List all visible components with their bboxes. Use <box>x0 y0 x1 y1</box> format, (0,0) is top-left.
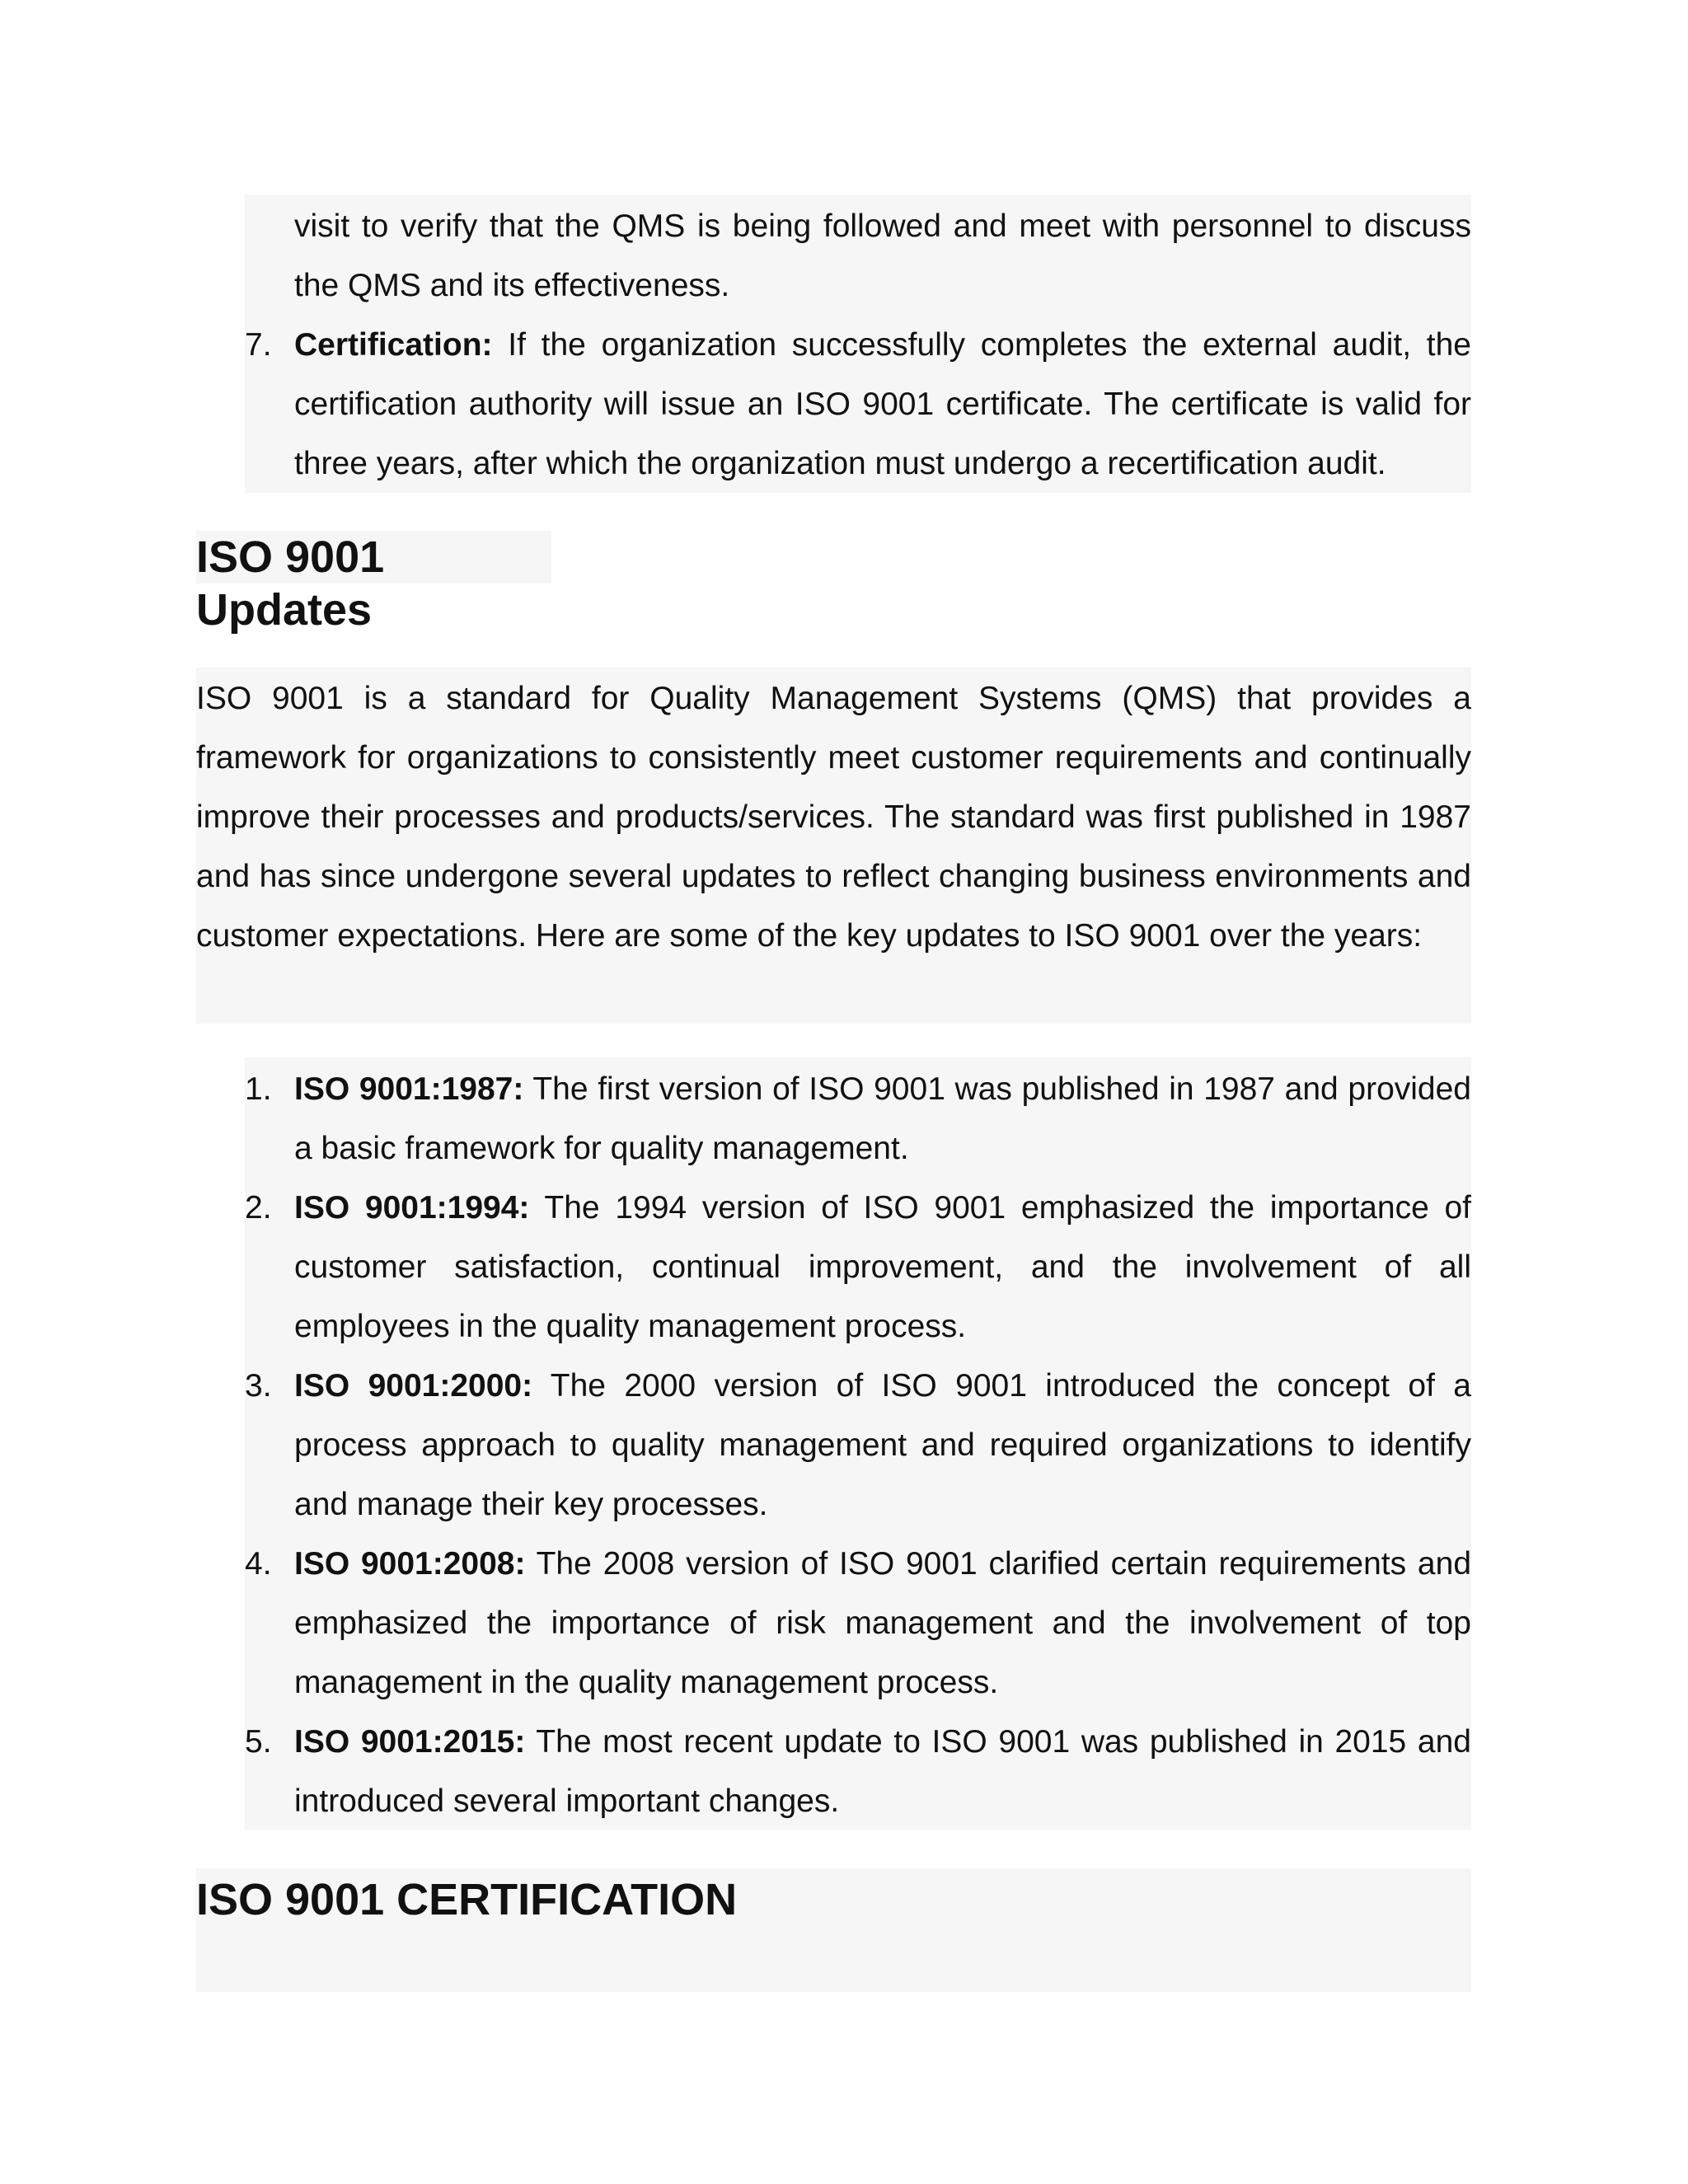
list-text: The most recent update to ISO 9001 was published in 2015 and introduced several important changes. <box>294 1724 1471 1819</box>
list-text: The first version of ISO 9001 was published in 1987 and provided a basic framework for quality management. <box>294 1071 1472 1166</box>
list-term: ISO 9001:1987: <box>294 1071 524 1107</box>
list-item <box>245 1357 1471 1535</box>
list-item <box>245 316 1471 494</box>
updates-list-block <box>245 1057 1471 1830</box>
list-term: ISO 9001:2015: <box>294 1724 526 1760</box>
list-term: Certification: <box>294 327 493 363</box>
list-item <box>245 1060 1471 1179</box>
updates-intro-block <box>196 668 1471 1024</box>
top-list-block <box>245 194 1471 493</box>
updates-intro-paragraph: ISO 9001 is a standard for Quality Management Systems (QMS) that provides a framework for organizations to consistently meet customer requirements and continually improve their processes and products/services. The standard was first published in 1987 and has since undergone several updates to reflect changing business environments and customer expectations. Here are some of the key updates to ISO 9001 over the years: <box>196 681 1471 954</box>
updates-heading-block <box>196 531 551 635</box>
list-text: The 2000 version of ISO 9001 introduced the concept of a process approach to quality management and required organizations to identify and manage their key processes. <box>294 1368 1471 1522</box>
list-term: ISO 9001:2008: <box>294 1546 526 1582</box>
certification-heading-block <box>196 1868 1471 1992</box>
updates-list <box>245 1060 1471 1831</box>
list-item-continuation: visit to verify that the QMS is being followed and meet with personnel to discuss the QMS and its effectiveness. <box>294 209 1471 303</box>
list-text: If the organization successfully completes the external audit, the certification authority will issue an ISO 9001 certificate. The certificate is valid for three years, after which the organization must undergo a recertification audit. <box>294 327 1471 481</box>
list-number: 5. <box>245 1724 272 1760</box>
list-number: 2. <box>245 1190 272 1226</box>
list-number: 4. <box>245 1546 272 1582</box>
list-number: 1. <box>245 1071 272 1107</box>
list-item <box>245 1179 1471 1357</box>
section-heading-certification: ISO 9001 CERTIFICATION <box>196 1875 738 1924</box>
list-term: ISO 9001:2000: <box>294 1368 533 1404</box>
top-list <box>245 316 1471 494</box>
list-term: ISO 9001:1994: <box>294 1190 530 1226</box>
list-item <box>245 1535 1471 1713</box>
list-text: The 1994 version of ISO 9001 emphasized the importance of customer satisfaction, continual improvement, and the involvement of all employees in the quality management process. <box>294 1190 1472 1344</box>
list-number: 7. <box>245 327 272 363</box>
list-item <box>245 1713 1471 1831</box>
list-text: The 2008 version of ISO 9001 clarified certain requirements and emphasized the importance of risk management and the involvement of top management in the quality management process. <box>294 1546 1472 1700</box>
section-heading-updates: ISO 9001 Updates <box>196 532 385 635</box>
list-number: 3. <box>245 1368 272 1404</box>
